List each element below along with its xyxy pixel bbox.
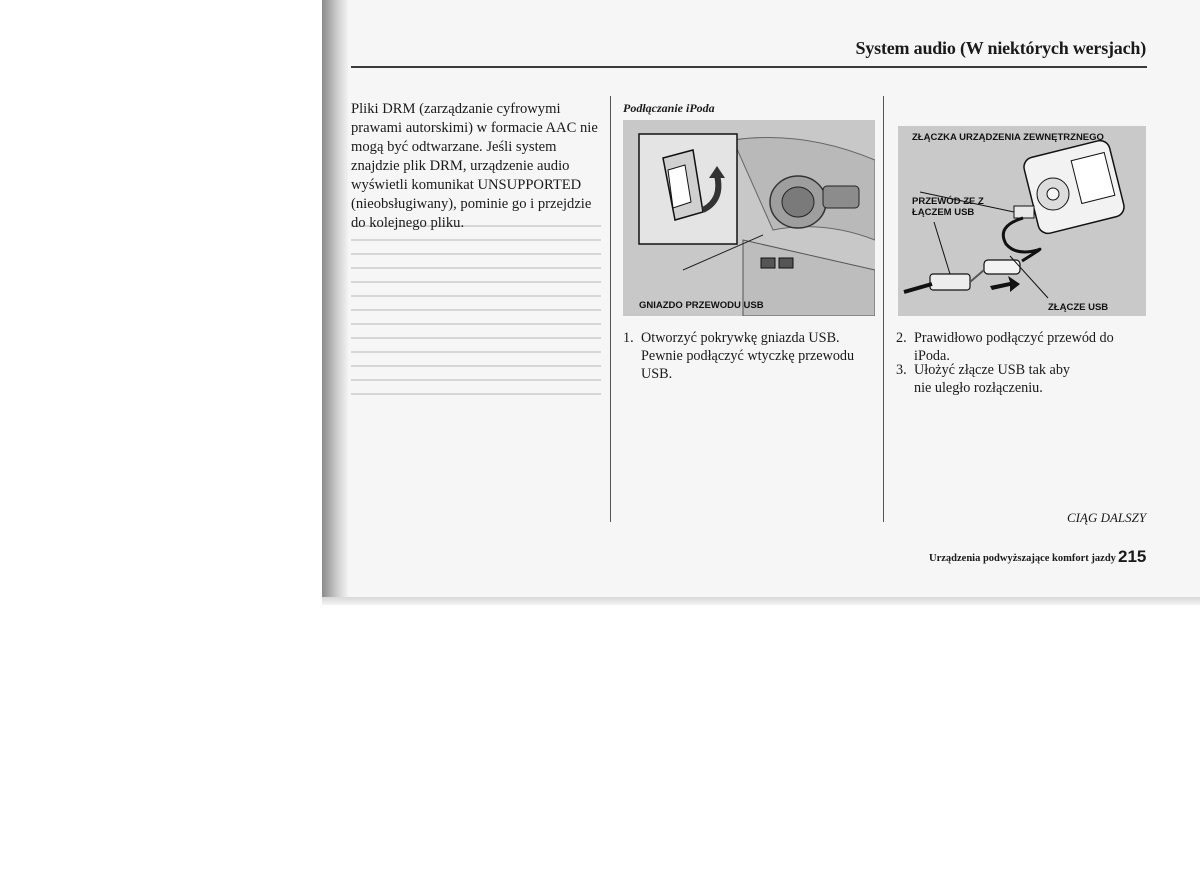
- page-number: 215: [1118, 547, 1147, 566]
- figure-caption: Podłączanie iPoda: [623, 101, 715, 115]
- step-number: 2.: [896, 330, 907, 346]
- step-text: Ułożyć złącze USB tak aby nie uległo rozłączeniu.: [914, 362, 1071, 396]
- footer-section-title: Urządzenia podwyższające komfort jazdy: [929, 553, 1116, 564]
- drm-paragraph: Pliki DRM (zarządzanie cyfrowymi prawami autorskimi) w formacie AAC nie mogą być odtwarzane. Jeśli system znajdzie plik DRM, urządzenie audio wyświetli komunikat UNSUPPORTED (nieobsługiwany), pominie go i przejdzie do kolejnego pliku.: [351, 101, 598, 231]
- label-usb-socket: GNIAZDO PRZEWODU USB: [639, 300, 764, 311]
- figure-usb-socket: [623, 120, 875, 316]
- header-rule: [351, 66, 1147, 68]
- ipod-cable-illustration: [898, 126, 1146, 316]
- dashboard-usb-illustration: [623, 120, 875, 316]
- column-divider-left: [610, 96, 611, 522]
- page-bottom-edge: [322, 597, 1200, 605]
- label-usb-cable: PRZEWÓD ZE Z ŁĄCZEM USB: [912, 196, 984, 218]
- page-title: System audio (W niektórych wersjach): [855, 38, 1146, 58]
- label-usb-connector: ZŁĄCZE USB: [1048, 302, 1109, 313]
- step-text: Otworzyć pokrywkę gniazda USB. Pewnie podłączyć wtyczkę przewodu USB.: [641, 330, 855, 382]
- bleed-through-texture: [351, 225, 601, 395]
- step-text: Prawidłowo podłączyć przewód do iPoda.: [914, 330, 1114, 364]
- continued-note: CIĄG DALSZY: [1067, 510, 1147, 525]
- figure-ipod-connection: [898, 126, 1146, 316]
- step-number: 3.: [896, 362, 907, 378]
- label-external-connector: ZŁĄCZKA URZĄDZENIA ZEWNĘTRZNEGO: [912, 132, 1104, 143]
- page-gutter-shadow: [322, 0, 348, 603]
- step-number: 1.: [623, 330, 634, 346]
- column-divider-right: [883, 96, 884, 522]
